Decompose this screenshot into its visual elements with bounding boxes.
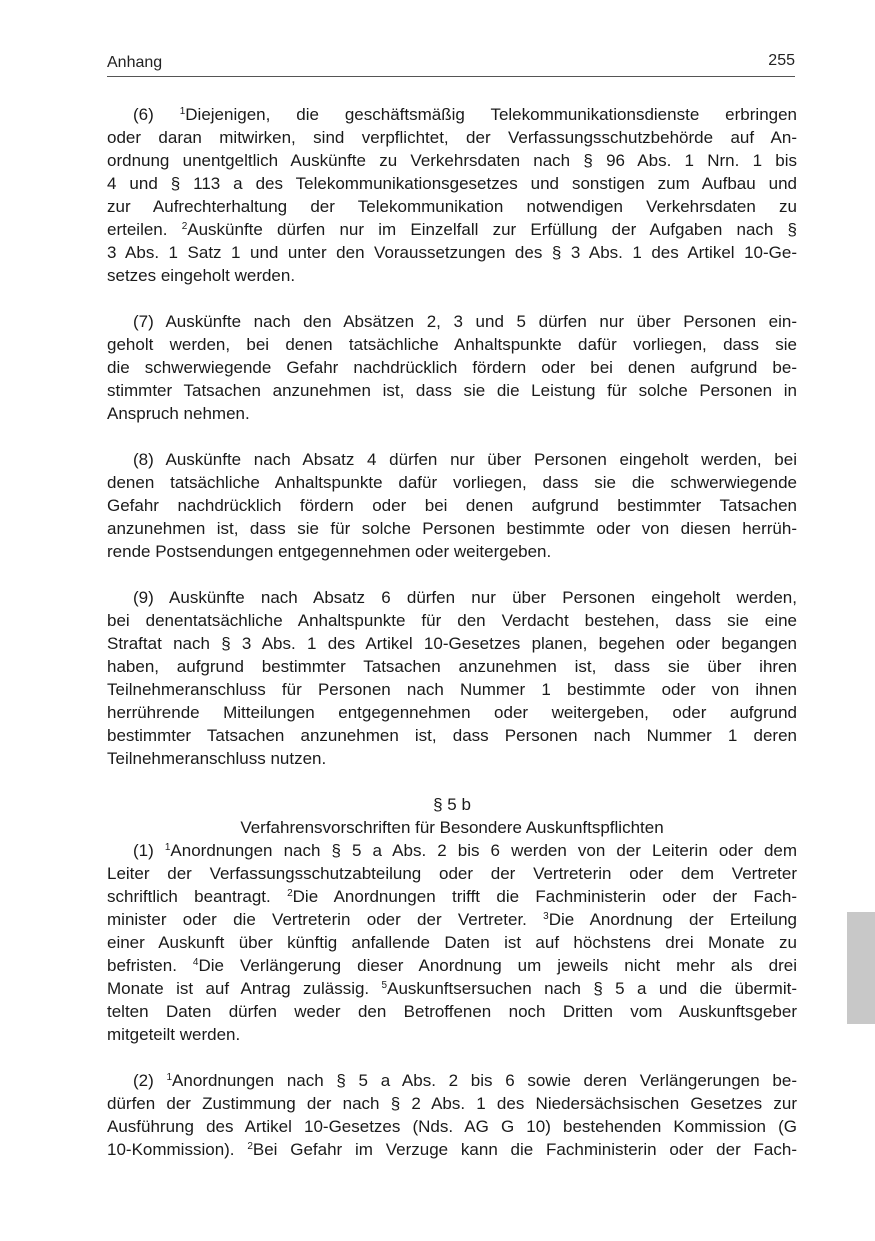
text-line: erteilen. $^2$Auskünfte dürfen nur im Einzelfall zur Erfüllung der Aufgaben nach § bbox=[107, 220, 798, 239]
text-line: (1) $^1$Anordnungen nach § 5 a Abs. 2 bis 6 werden von der Leiterin oder dem bbox=[133, 841, 798, 860]
text-line: setzes eingeholt werden. bbox=[107, 266, 296, 285]
text-line: einer Auskunft über künftig anfallende Daten ist auf höchstens drei Monate zu bbox=[107, 933, 797, 952]
text-line: bestimmter Tatsachen anzunehmen ist, dass Personen nach Nummer 1 deren bbox=[107, 726, 797, 745]
text-line: ordnung unentgeltlich Auskünfte zu Verkehrsdaten nach § 96 Abs. 1 Nrn. 1 bis bbox=[107, 151, 797, 170]
paragraph-gap bbox=[107, 563, 797, 586]
paragraph-gap bbox=[107, 287, 797, 310]
section-number: § 5 b bbox=[433, 795, 471, 814]
paragraph-gap bbox=[107, 770, 797, 793]
section-heading: Verfahrensvorschriften für Besondere Auskunftspflichten bbox=[240, 818, 664, 837]
text-line: 10-Kommission). $^2$Bei Gefahr im Verzuge kann die Fachministerin oder der Fach- bbox=[107, 1140, 797, 1159]
text-line: 3 Abs. 1 Satz 1 und unter den Voraussetzungen des § 3 Abs. 1 des Artikel 10-Ge- bbox=[107, 243, 797, 262]
paragraph bbox=[107, 103, 797, 287]
text-line: Teilnehmeranschluss für Personen nach Nummer 1 bestimmte oder von ihnen bbox=[107, 680, 797, 699]
text-line: Leiter der Verfassungsschutzabteilung oder der Vertreterin oder dem Vertreter bbox=[107, 864, 797, 883]
sentence-number: 2 bbox=[247, 1141, 253, 1152]
paragraph bbox=[107, 839, 797, 1046]
text-line: befristen. $^4$Die Verlängerung dieser Anordnung um jeweils nicht mehr als drei bbox=[107, 956, 797, 975]
text-line: herrührende Mitteilungen entgegennehmen oder weitergeben, oder aufgrund bbox=[107, 703, 797, 722]
text-line: oder daran mitwirken, sind verpflichtet, der Verfassungsschutzbehörde auf An- bbox=[107, 128, 797, 147]
text-line: (7) Auskünfte nach den Absätzen 2, 3 und 5 dürfen nur über Personen ein- bbox=[133, 312, 797, 331]
sentence-number: 5 bbox=[381, 980, 388, 991]
sentence-number: 1 bbox=[179, 106, 186, 117]
text-line: bei denentatsächliche Anhaltspunkte für den Verdacht bestehen, dass sie eine bbox=[107, 611, 797, 630]
text-line: (2) $^1$Anordnungen nach § 5 a Abs. 2 bis 6 sowie deren Verlängerungen be- bbox=[133, 1071, 798, 1090]
text-line: denen tatsächliche Anhaltspunkte dafür vorliegen, dass sie die schwerwiegende bbox=[107, 473, 797, 492]
section-title: Anhang bbox=[107, 54, 163, 71]
text-line: Ausführung des Artikel 10-Gesetzes (Nds. AG G 10) bestehenden Kommission (G bbox=[107, 1117, 797, 1136]
paragraph bbox=[107, 1069, 797, 1161]
text-line: haben, aufgrund bestimmter Tatsachen anzunehmen ist, dass sie über ihren bbox=[107, 657, 797, 676]
text-line: Straftat nach § 3 Abs. 1 des Artikel 10-Gesetzes planen, begehen oder begangen bbox=[107, 634, 797, 653]
text-line: minister oder die Vertreterin oder der Vertreter. $^3$Die Anordnung der Erteilung bbox=[107, 910, 797, 929]
sentence-number: 1 bbox=[166, 1072, 173, 1083]
sentence-number: 2 bbox=[181, 221, 188, 232]
text-line: die schwerwiegende Gefahr nachdrücklich fördern oder bei denen aufgrund be- bbox=[107, 358, 797, 377]
text-line: telten Daten dürfen weder den Betroffenen noch Dritten vom Auskunftsgeber bbox=[107, 1002, 797, 1021]
text-line: (6) $^1$Diejenigen, die geschäftsmäßig Telekommunikationsdienste erbringen bbox=[133, 105, 798, 124]
paragraph-gap bbox=[107, 1046, 797, 1069]
paragraph-gap bbox=[107, 425, 797, 448]
thumb-index-tab bbox=[847, 912, 875, 1024]
sentence-number: 3 bbox=[543, 911, 549, 922]
sentence-number: 1 bbox=[164, 842, 171, 853]
text-line: Gefahr nachdrücklich fördern oder bei denen aufgrund bestimmter Tatsachen bbox=[107, 496, 797, 515]
running-header bbox=[107, 52, 795, 76]
document-body bbox=[107, 103, 797, 1161]
page-number: 255 bbox=[768, 52, 795, 69]
paragraph bbox=[107, 586, 797, 770]
text-line: zur Aufrechterhaltung der Telekommunikation notwendigen Verkehrsdaten zu bbox=[107, 197, 797, 216]
text-line: rende Postsendungen entgegennehmen oder weitergeben. bbox=[107, 542, 552, 561]
text-line: mitgeteilt werden. bbox=[107, 1025, 241, 1044]
text-line: schriftlich beantragt. $^2$Die Anordnungen trifft die Fachministerin oder der Fach- bbox=[107, 887, 797, 906]
text-line: stimmter Tatsachen anzunehmen ist, dass sie die Leistung für solche Personen in bbox=[107, 381, 797, 400]
paragraph bbox=[107, 310, 797, 425]
text-line: Monate ist auf Antrag zulässig. $^5$Auskunftsersuchen nach § 5 a und die übermit- bbox=[107, 979, 797, 998]
paragraph bbox=[107, 448, 797, 563]
text-line: dürfen der Zustimmung der nach § 2 Abs. 1 des Niedersächsischen Gesetzes zur bbox=[107, 1094, 797, 1113]
sentence-number: 2 bbox=[287, 888, 293, 899]
text-line: (9) Auskünfte nach Absatz 6 dürfen nur über Personen eingeholt werden, bbox=[133, 588, 797, 607]
text-line: geholt werden, bei denen tatsächliche Anhaltspunkte dafür vorliegen, dass sie bbox=[107, 335, 797, 354]
text-line: (8) Auskünfte nach Absatz 4 dürfen nur über Personen eingeholt werden, bei bbox=[133, 450, 797, 469]
header-rule bbox=[107, 76, 795, 77]
text-line: anzunehmen ist, dass sie für solche Personen bestimmte oder von diesen herrüh- bbox=[107, 519, 797, 538]
text-line: Anspruch nehmen. bbox=[107, 404, 250, 423]
text-line: 4 und § 113 a des Telekommunikationsgesetzes und sonstigen zum Aufbau und bbox=[107, 174, 797, 193]
text-line: Teilnehmeranschluss nutzen. bbox=[107, 749, 327, 768]
sentence-number: 4 bbox=[192, 957, 199, 968]
